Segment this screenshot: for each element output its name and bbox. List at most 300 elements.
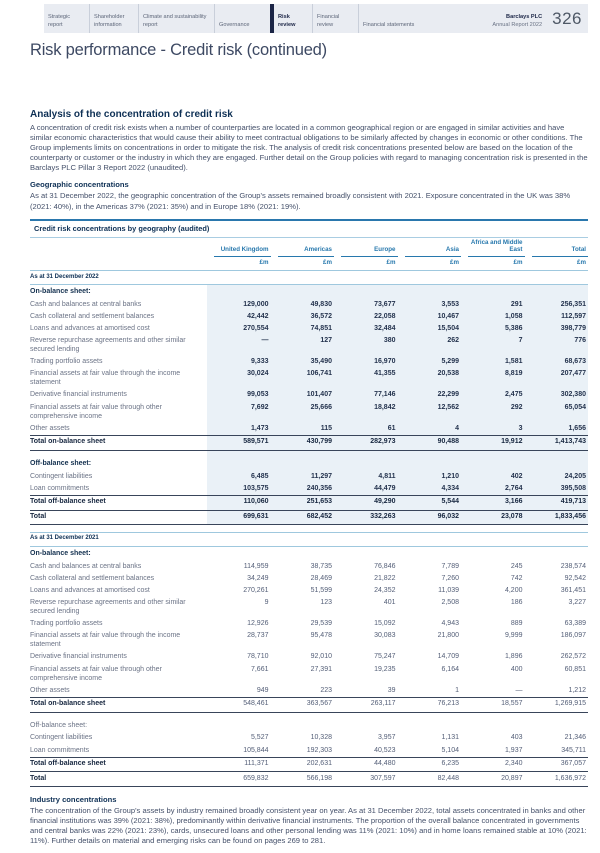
- cell: 115: [320, 424, 332, 432]
- row-values: [207, 619, 588, 631]
- cell: 103,575: [243, 484, 269, 492]
- cell: [461, 719, 525, 733]
- cell: 566,198: [306, 774, 332, 782]
- table-section-as-at-31-december-2022: [30, 270, 588, 525]
- row-label: Total on-balance sheet: [30, 700, 106, 708]
- cell: 96,032: [437, 512, 459, 520]
- tab-shareholder-information[interactable]: Shareholder information: [89, 4, 138, 33]
- cell: 5,386: [504, 325, 523, 333]
- cell: 16,970: [374, 358, 396, 366]
- unit-label: £m: [513, 259, 523, 266]
- cell: 1,269,915: [554, 700, 586, 708]
- table-date-row: [30, 270, 588, 285]
- cell: 90,488: [437, 438, 459, 446]
- row-label: Financial assets at fair value through the income statement: [30, 370, 181, 387]
- credit-risk-table: [30, 219, 588, 787]
- cell: 307,597: [370, 774, 396, 782]
- table-row: [30, 299, 588, 311]
- row-label: Cash collateral and settlement balances: [30, 312, 155, 320]
- row-values: [207, 471, 588, 483]
- cell: 18,557: [501, 700, 523, 708]
- row-label: Cash collateral and settlement balances: [30, 574, 155, 582]
- cell: 3,553: [441, 300, 459, 308]
- cell: [271, 457, 335, 471]
- top-navigation-bar: [44, 4, 588, 33]
- cell: 61: [387, 424, 396, 432]
- unit-label: £m: [323, 259, 332, 266]
- cell: 7,260: [441, 574, 459, 582]
- cell: 12,562: [437, 403, 459, 411]
- cell: 3: [518, 424, 523, 432]
- table-row: [30, 483, 588, 495]
- row-label: Total on-balance sheet: [30, 438, 106, 446]
- row-values: [207, 585, 588, 597]
- row-values: [207, 598, 588, 619]
- cell: [525, 547, 589, 561]
- cell: 3,227: [568, 599, 586, 607]
- table-row: [30, 631, 588, 652]
- unit-label: £m: [577, 259, 586, 266]
- row-values: [207, 547, 588, 561]
- row-values: [207, 652, 588, 664]
- cell: 65,054: [564, 403, 586, 411]
- cell: 23,078: [501, 512, 523, 520]
- cell: 44,480: [374, 760, 396, 768]
- row-label: Total: [30, 512, 47, 520]
- cell: [334, 719, 398, 733]
- cell: 363,567: [306, 700, 332, 708]
- cell: 2,475: [504, 391, 523, 399]
- cell: 302,380: [560, 391, 586, 399]
- cell: 105,844: [243, 746, 269, 754]
- page-title: Risk performance - Credit risk (continued): [30, 41, 327, 59]
- cell: 82,448: [437, 774, 459, 782]
- industry-concentrations-body: The concentration of the Group's assets by industry remained broadly consistent year on year. As at 31 December 2022, total assets concentrated in banks and other financial institutions was 39% (2021: 38%), predominantly within derivative financial instruments. The proportion of the overall balance concentrated in governments and central banks was 22% (2021: 23%), cards, unsecured loans and other personal lending was 11% (2021: 10%) and in home loans remained stable at 10% (2021: 11%). Further details on material and emerging risks can be found on pages 269 to 281.: [30, 805, 587, 846]
- cell: 5,544: [441, 498, 459, 506]
- row-values: [207, 369, 588, 390]
- row-label: Financial assets at fair value through other comprehensive income: [30, 403, 162, 420]
- row-label: Other assets: [30, 424, 70, 432]
- tab-financial-statements[interactable]: Financial statements: [358, 4, 420, 33]
- date-label: As at 31 December 2022: [30, 273, 99, 280]
- row-label: Contingent liabilities: [30, 472, 93, 480]
- row-label: Reverse repurchase agreements and other similar secured lending: [30, 599, 186, 616]
- unit-cells: [207, 257, 588, 270]
- row-values: [207, 561, 588, 573]
- unit-label: £m: [259, 259, 269, 266]
- cell: [334, 285, 398, 299]
- table-row: [30, 685, 588, 697]
- cell: 1,058: [504, 312, 523, 320]
- cell: [207, 285, 271, 299]
- cell: [207, 457, 271, 471]
- cell: 238,574: [560, 562, 586, 570]
- table-section-as-at-31-december-2021: [30, 532, 588, 787]
- cell: 4,811: [378, 472, 396, 480]
- cell: 14,709: [437, 653, 459, 661]
- table-row: [30, 733, 588, 745]
- cell: [461, 457, 525, 471]
- cell: 123: [320, 599, 332, 607]
- table-row: [30, 423, 588, 435]
- cell: [525, 285, 589, 299]
- row-label: Loans and advances at amortised cost: [30, 325, 150, 333]
- cell: 256,351: [560, 300, 586, 308]
- row-values: [207, 323, 588, 335]
- cell: 192,303: [306, 746, 332, 754]
- cell: 5,299: [441, 358, 459, 366]
- cell: 263,117: [370, 700, 396, 708]
- cell: [334, 457, 398, 471]
- page-content: [30, 109, 588, 853]
- cell: 251,653: [306, 498, 332, 506]
- cell: 659,832: [243, 774, 269, 782]
- cell: 270,554: [243, 325, 269, 333]
- cell: 20,897: [501, 774, 523, 782]
- table-group-row: [30, 457, 588, 471]
- table-row: [30, 664, 588, 685]
- row-values: [207, 685, 588, 697]
- cell: 44,479: [374, 484, 396, 492]
- table-row: [30, 585, 588, 597]
- row-label: Total off-balance sheet: [30, 760, 106, 768]
- cell: [398, 457, 462, 471]
- cell: 8,819: [504, 370, 523, 378]
- cell: 398,779: [560, 325, 586, 333]
- cell: 400: [510, 665, 523, 673]
- unit-label: £m: [450, 259, 459, 266]
- report-brand: [488, 4, 550, 33]
- cell: 4: [455, 424, 459, 432]
- cell: 49,290: [374, 498, 396, 506]
- cell: 4,334: [441, 484, 459, 492]
- table-row: [30, 369, 588, 390]
- column-header-total: Total: [532, 238, 589, 257]
- cell: 15,504: [437, 325, 459, 333]
- cell: 39: [387, 686, 396, 694]
- cell: 1,413,743: [554, 438, 586, 446]
- row-values: [207, 758, 588, 771]
- table-row: [30, 402, 588, 423]
- cell: 1,636,972: [554, 774, 586, 782]
- cell: 186: [510, 599, 523, 607]
- cell: 28,469: [310, 574, 332, 582]
- cell: 742: [510, 574, 523, 582]
- cell: 589,571: [243, 438, 269, 446]
- unit-row-spacer: [30, 257, 207, 270]
- table-row: [30, 336, 588, 357]
- cell: 430,799: [306, 438, 332, 446]
- tab-risk-review[interactable]: Risk review: [270, 4, 312, 33]
- cell: —: [261, 337, 269, 345]
- row-values: [207, 631, 588, 652]
- cell: 38,735: [310, 562, 332, 570]
- cell: [525, 457, 589, 471]
- cell: 1,212: [568, 686, 586, 694]
- cell: 106,741: [306, 370, 332, 378]
- cell: 262: [447, 337, 459, 345]
- row-label: Other assets: [30, 686, 70, 694]
- row-values: [207, 423, 588, 435]
- table-group-row: [30, 285, 588, 299]
- cell: 5,527: [250, 734, 269, 742]
- row-values: [207, 719, 588, 733]
- cell: 35,490: [310, 358, 332, 366]
- cell: —: [515, 686, 523, 694]
- cell: 127: [320, 337, 332, 345]
- cell: 1,581: [504, 358, 523, 366]
- cell: 401: [383, 599, 396, 607]
- cell: 223: [320, 686, 332, 694]
- cell: 2,764: [504, 484, 523, 492]
- cell: [207, 547, 271, 561]
- table-row: [30, 652, 588, 664]
- column-header-europe: Europe: [341, 238, 398, 257]
- cell: 1: [455, 686, 459, 694]
- cell: 63,389: [564, 620, 586, 628]
- table-group-row: [30, 547, 588, 561]
- table-column-header-row: [30, 238, 588, 257]
- cell: 73,677: [374, 300, 396, 308]
- cell: 20,538: [437, 370, 459, 378]
- row-values: [207, 402, 588, 423]
- cell: 21,822: [374, 574, 396, 582]
- cell: 68,673: [564, 358, 586, 366]
- cell: 76,846: [374, 562, 396, 570]
- row-label: Cash and balances at central banks: [30, 300, 142, 308]
- cell: 5,104: [441, 746, 459, 754]
- row-values: [207, 733, 588, 745]
- cell: 270,261: [243, 586, 269, 594]
- table-row: [30, 573, 588, 585]
- row-label: Total off-balance sheet: [30, 498, 106, 506]
- cell: [461, 547, 525, 561]
- row-label: Total: [30, 774, 47, 782]
- cell: 395,508: [560, 484, 586, 492]
- cell: 240,356: [306, 484, 332, 492]
- date-label: As at 31 December 2021: [30, 535, 99, 542]
- cell: 949: [256, 686, 269, 694]
- cell: 10,467: [437, 312, 459, 320]
- cell: 111,371: [244, 760, 269, 768]
- cell: 186,097: [560, 632, 586, 640]
- table-total-row: [30, 757, 588, 771]
- cell: 245: [510, 562, 523, 570]
- cell: [207, 719, 271, 733]
- column-header-spacer: [30, 238, 207, 257]
- cell: 207,477: [560, 370, 586, 378]
- row-values: [207, 772, 588, 785]
- cell: 7: [518, 337, 523, 345]
- cell: [271, 547, 335, 561]
- cell: 889: [510, 620, 523, 628]
- cell: 1,131: [441, 734, 459, 742]
- cell: 36,572: [310, 312, 332, 320]
- cell: 7,661: [250, 665, 269, 673]
- row-values: [207, 698, 588, 711]
- geographic-concentrations-body: As at 31 December 2022, the geographic concentration of the Group's assets remained broadly consistent with 2021. Exposure concentrated in the UK was 38% (2021: 40%), in the Americas 37% (2021: 35%) and in Europe 18% (2021: 19%).: [30, 191, 571, 211]
- row-label: On-balance sheet:: [30, 549, 91, 557]
- table-row: [30, 745, 588, 757]
- table-total-row: [30, 510, 588, 525]
- cell: 49,830: [310, 300, 332, 308]
- cell: 42,442: [247, 312, 269, 320]
- row-values: [207, 573, 588, 585]
- cell: 776: [574, 337, 586, 345]
- cell: 367,057: [560, 760, 586, 768]
- cell: 548,461: [243, 700, 269, 708]
- cell: 51,599: [310, 586, 332, 594]
- tab-strategic-report[interactable]: Strategic report: [48, 14, 71, 28]
- cell: 101,407: [306, 391, 332, 399]
- cell: 99,053: [247, 391, 269, 399]
- cell: 345,711: [561, 746, 586, 754]
- cell: [525, 719, 589, 733]
- row-values: [207, 336, 588, 357]
- cell: 292: [510, 403, 523, 411]
- row-label: Loan commitments: [30, 746, 90, 754]
- cell: 332,263: [370, 512, 396, 520]
- cell: 30,024: [247, 370, 269, 378]
- row-values: [207, 483, 588, 495]
- row-label: Reverse repurchase agreements and other similar secured lending: [30, 337, 186, 354]
- cell: [461, 285, 525, 299]
- cell: 114,959: [243, 562, 269, 570]
- cell: 7,692: [250, 403, 269, 411]
- cell: 6,164: [441, 665, 459, 673]
- row-label: Loans and advances at amortised cost: [30, 586, 150, 594]
- cell: 19,235: [374, 665, 396, 673]
- cell: 262,572: [560, 653, 586, 661]
- cell: 291: [510, 300, 523, 308]
- cell: 74,851: [310, 325, 332, 333]
- row-label: Cash and balances at central banks: [30, 562, 142, 570]
- cell: 24,205: [564, 472, 586, 480]
- analysis-body: A concentration of credit risk exists when a number of counterparties are located in a common geographical region or are engaged in similar activities and have similar economic characteristics that would cause their ability to meet contractual obligations to be similarly affected by changes in economic or other conditions. The Group implements limits on concentrations in order to mitigate the risk. The analysis of credit risk concentrations presented below are based on the location of the counterparty or customer or the industry in which they are engaged. Further detail on the Group policies with regard to managing concentration risk is presented in the Barclays PLC Pillar 3 Report 2022 (unaudited).: [30, 123, 588, 173]
- row-label: Trading portfolio assets: [30, 620, 103, 628]
- table-row: [30, 598, 588, 619]
- cell: 112,597: [561, 312, 586, 320]
- table-row: [30, 619, 588, 631]
- cell: 2,508: [441, 599, 459, 607]
- row-label: On-balance sheet:: [30, 287, 91, 295]
- cell: 402: [510, 472, 523, 480]
- cell: 1,896: [504, 653, 523, 661]
- cell: 32,484: [374, 325, 396, 333]
- cell: 19,912: [501, 438, 523, 446]
- column-headers: [207, 238, 588, 257]
- row-values: [207, 299, 588, 311]
- row-label: Off-balance sheet:: [30, 721, 88, 729]
- cell: 10,328: [310, 734, 332, 742]
- row-values: [207, 311, 588, 323]
- cell: 1,656: [568, 424, 586, 432]
- cell: 1,210: [441, 472, 459, 480]
- cell: [271, 285, 335, 299]
- cell: 4,943: [441, 620, 459, 628]
- cell: 3,957: [377, 734, 396, 742]
- cell: [398, 285, 462, 299]
- industry-concentrations-heading: Industry concentrations: [30, 794, 117, 804]
- cell: 682,452: [306, 512, 332, 520]
- cell: 60,851: [564, 665, 586, 673]
- row-label: Trading portfolio assets: [30, 358, 103, 366]
- tab-governance[interactable]: Governance: [214, 4, 270, 33]
- table-row: [30, 357, 588, 369]
- cell: 11,039: [438, 586, 459, 594]
- cell: 21,800: [437, 632, 459, 640]
- row-values: [207, 285, 588, 299]
- cell: 380: [383, 337, 396, 345]
- table-row: [30, 471, 588, 483]
- cell: 699,631: [243, 512, 269, 520]
- cell: 202,631: [306, 760, 332, 768]
- row-values: [207, 436, 588, 449]
- cell: 1,937: [504, 746, 523, 754]
- column-header-united-kingdom: United Kingdom: [214, 238, 271, 257]
- cell: 25,666: [310, 403, 332, 411]
- table-row: [30, 390, 588, 402]
- cell: 3,166: [504, 498, 523, 506]
- geographic-concentrations-heading: Geographic concentrations: [30, 180, 129, 190]
- tab-financial-review[interactable]: Financial review: [312, 4, 358, 33]
- table-total-row: [30, 435, 588, 450]
- cell: 110,060: [243, 498, 269, 506]
- row-values: [207, 457, 588, 471]
- row-values: [207, 745, 588, 757]
- cell: 15,092: [374, 620, 396, 628]
- column-header-americas: Americas: [278, 238, 335, 257]
- cell: 2,340: [504, 760, 523, 768]
- cell: 34,249: [247, 574, 269, 582]
- cell: 1,833,456: [554, 512, 586, 520]
- cell: 18,842: [374, 403, 396, 411]
- table-total-row: [30, 697, 588, 712]
- cell: 28,737: [247, 632, 269, 640]
- cell: 75,247: [374, 653, 396, 661]
- row-values: [207, 511, 588, 524]
- cell: 21,346: [564, 734, 586, 742]
- cell: 22,058: [374, 312, 396, 320]
- cell: 129,000: [243, 300, 269, 308]
- cell: 6,485: [250, 472, 269, 480]
- tab-climate-and-sustainability-report[interactable]: Climate and sustainability report: [138, 4, 214, 33]
- cell: 7,789: [441, 562, 459, 570]
- cell: 11,297: [310, 472, 332, 480]
- page-number: 326: [552, 8, 582, 28]
- cell: 6,235: [441, 760, 459, 768]
- cell: 95,478: [310, 632, 332, 640]
- cell: 76,213: [437, 700, 459, 708]
- cell: 92,542: [564, 574, 586, 582]
- cell: 22,299: [437, 391, 459, 399]
- table-unit-row: [30, 257, 588, 270]
- table-row: [30, 311, 588, 323]
- column-header-asia: Asia: [405, 238, 462, 257]
- row-label: Financial assets at fair value through other comprehensive income: [30, 665, 162, 682]
- cell: 78,710: [247, 653, 269, 661]
- cell: 29,539: [310, 620, 332, 628]
- row-label: Derivative financial instruments: [30, 391, 127, 399]
- row-label: Financial assets at fair value through the income statement: [30, 632, 181, 649]
- table-row: [30, 323, 588, 335]
- row-values: [207, 390, 588, 402]
- cell: 92,010: [310, 653, 332, 661]
- cell: 77,146: [374, 391, 396, 399]
- cell: 282,973: [370, 438, 396, 446]
- row-values: [207, 664, 588, 685]
- row-label: Contingent liabilities: [30, 734, 93, 742]
